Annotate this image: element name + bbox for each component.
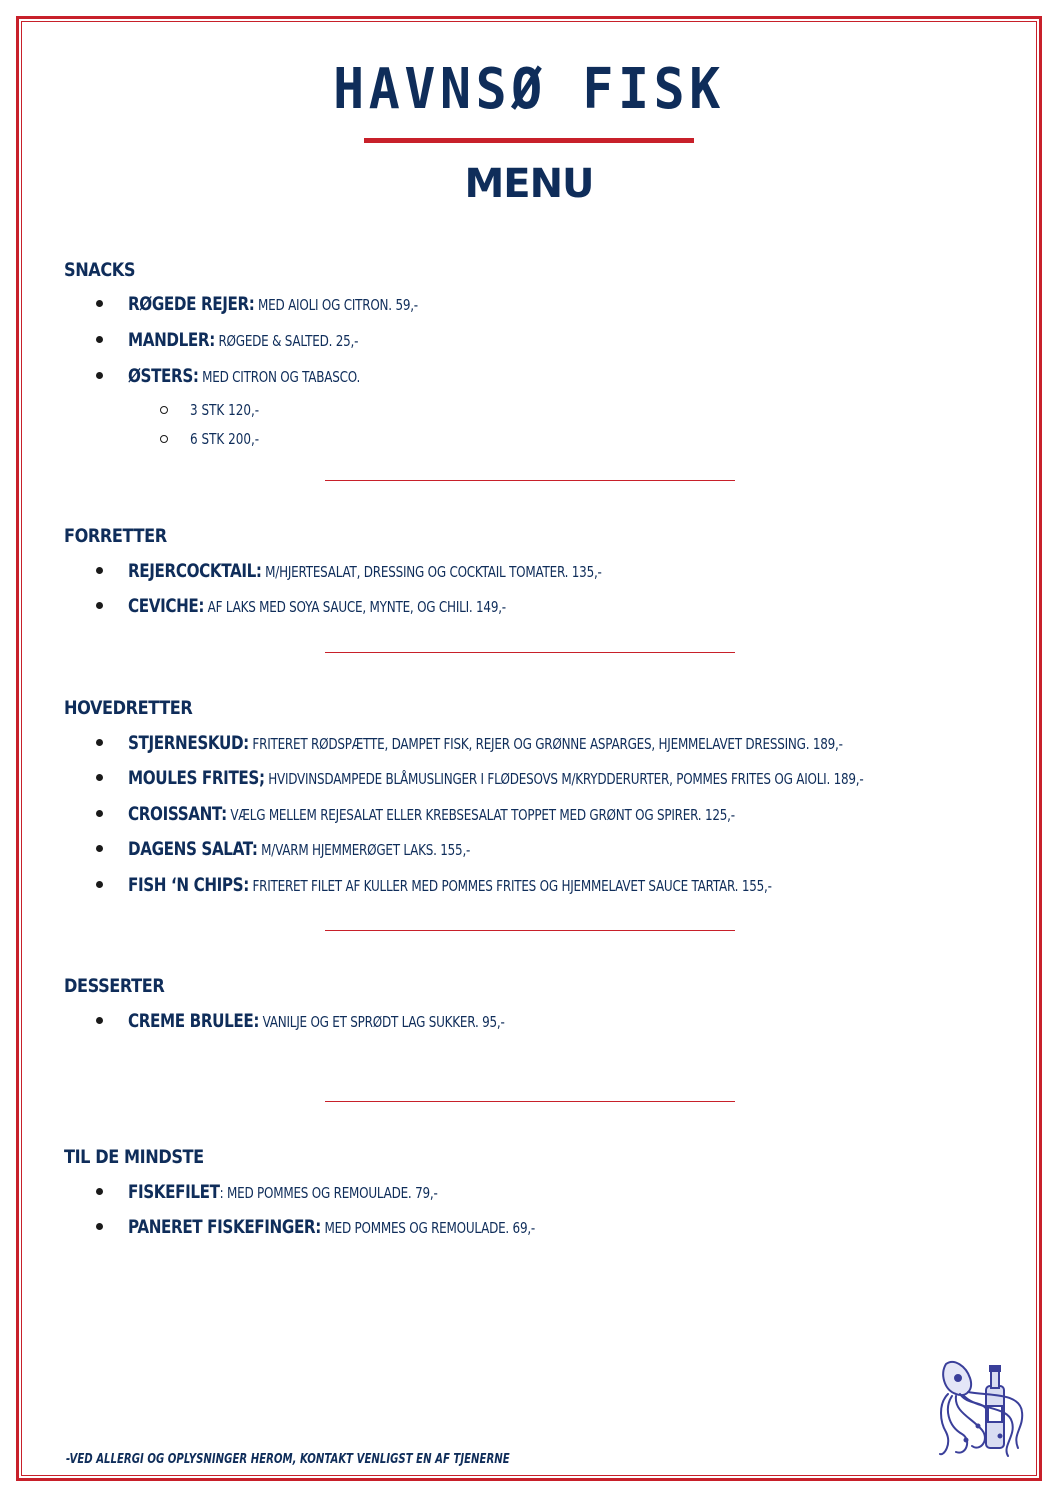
item-name: MOULES FRITES; xyxy=(128,767,265,789)
menu-item xyxy=(96,838,556,864)
sub-item-text: 3 STK 120,- xyxy=(190,401,260,419)
item-name: REJERCOCKTAIL: xyxy=(128,560,262,582)
section-title-til-de-mindste: TIL DE MINDSTE xyxy=(64,1146,204,1168)
sub-item xyxy=(160,428,276,450)
bullet-icon xyxy=(96,881,103,888)
allergy-note: -VED ALLERGI OG OPLYSNINGER HEROM, KONTAKT VENLIGST EN AF TJENERNE xyxy=(66,1452,510,1467)
section-title-desserter: DESSERTER xyxy=(64,975,165,997)
item-name: CEVICHE: xyxy=(128,595,205,617)
item-description: : MED POMMES OG REMOULADE. 79,- xyxy=(219,1184,438,1202)
item-description: FRITERET RØDSPÆTTE, DAMPET FISK, REJER OG GRØNNE ASPARGES, HJEMMELAVET DRESSING. 189,- xyxy=(248,735,843,753)
item-description: MED POMMES OG REMOULADE. 69,- xyxy=(320,1219,536,1237)
item-description: HVIDVINSDAMPEDE BLÅMUSLINGER I FLØDESOVS M/KRYDDERURTER, POMMES FRITES OG AIOLI. 189,- xyxy=(264,770,864,788)
item-name: PANERET FISKEFINGER: xyxy=(128,1216,321,1238)
menu-item xyxy=(96,365,418,391)
bullet-icon xyxy=(96,1017,103,1024)
item-description: VANILJE OG ET SPRØDT LAG SUKKER. 95,- xyxy=(259,1013,505,1031)
bullet-icon xyxy=(96,372,103,379)
item-name: RØGEDE REJER: xyxy=(128,293,255,315)
item-description: MED AIOLI OG CITRON. 59,- xyxy=(254,296,418,314)
bullet-icon xyxy=(96,774,103,781)
menu-item xyxy=(96,1181,515,1207)
sub-item-text: 6 STK 200,- xyxy=(190,430,260,448)
section-divider xyxy=(325,652,735,653)
menu-title: MENU xyxy=(464,161,594,207)
circle-bullet-icon xyxy=(160,435,168,443)
item-name: CREME BRULEE: xyxy=(128,1010,260,1032)
menu-item xyxy=(96,293,490,319)
menu-item xyxy=(96,1216,637,1242)
item-name: FISKEFILET xyxy=(128,1181,220,1203)
bullet-icon xyxy=(96,1188,103,1195)
menu-item xyxy=(96,803,887,829)
item-description: M/HJERTESALAT, DRESSING OG COCKTAIL TOMATER. 135,- xyxy=(261,563,602,581)
circle-bullet-icon xyxy=(160,406,168,414)
menu-item xyxy=(96,329,416,355)
bullet-icon xyxy=(96,602,103,609)
bullet-icon xyxy=(96,845,103,852)
item-name: DAGENS SALAT: xyxy=(128,838,258,860)
section-divider xyxy=(325,480,735,481)
item-description: RØGEDE & SALTED. 25,- xyxy=(214,332,359,350)
bullet-icon xyxy=(96,739,103,746)
section-title-snacks: SNACKS xyxy=(64,259,136,281)
item-name: CROISSANT: xyxy=(128,803,227,825)
item-description: VÆLG MELLEM REJESALAT ELLER KREBSESALAT TOPPET MED GRØNT OG SPIRER. 125,- xyxy=(226,806,735,824)
bullet-icon xyxy=(96,336,103,343)
menu-item xyxy=(96,732,1021,758)
octopus-bottle-icon xyxy=(938,1356,1030,1468)
item-description: FRITERET FILET AF KULLER MED POMMES FRITES OG HJEMMELAVET SAUCE TARTAR. 155,- xyxy=(248,877,772,895)
item-name: ØSTERS: xyxy=(128,365,199,387)
item-name: MANDLER: xyxy=(128,329,215,351)
menu-item xyxy=(96,1010,599,1036)
menu-item xyxy=(96,595,600,621)
item-description: MED CITRON OG TABASCO. xyxy=(198,368,361,386)
item-description: AF LAKS MED SOYA SAUCE, MYNTE, OG CHILI. 149,- xyxy=(204,598,506,616)
section-divider xyxy=(325,1101,735,1102)
section-title-forretter: FORRETTER xyxy=(64,525,167,547)
item-name: STJERNESKUD: xyxy=(128,732,249,754)
section-title-hovedretter: HOVEDRETTER xyxy=(64,697,193,719)
bullet-icon xyxy=(96,1223,103,1230)
menu-item xyxy=(96,560,720,586)
item-name: FISH ‘N CHIPS: xyxy=(128,874,249,896)
menu-item xyxy=(96,874,933,900)
restaurant-name: HAVNSØ FISK xyxy=(333,57,725,122)
bullet-icon xyxy=(96,300,103,307)
item-description: M/VARM HJEMMERØGET LAKS. 155,- xyxy=(257,841,471,859)
menu-item xyxy=(96,767,1047,793)
bullet-icon xyxy=(96,810,103,817)
bullet-icon xyxy=(96,567,103,574)
brand-underline xyxy=(364,138,694,143)
sub-item xyxy=(160,399,276,421)
section-divider xyxy=(325,930,735,931)
